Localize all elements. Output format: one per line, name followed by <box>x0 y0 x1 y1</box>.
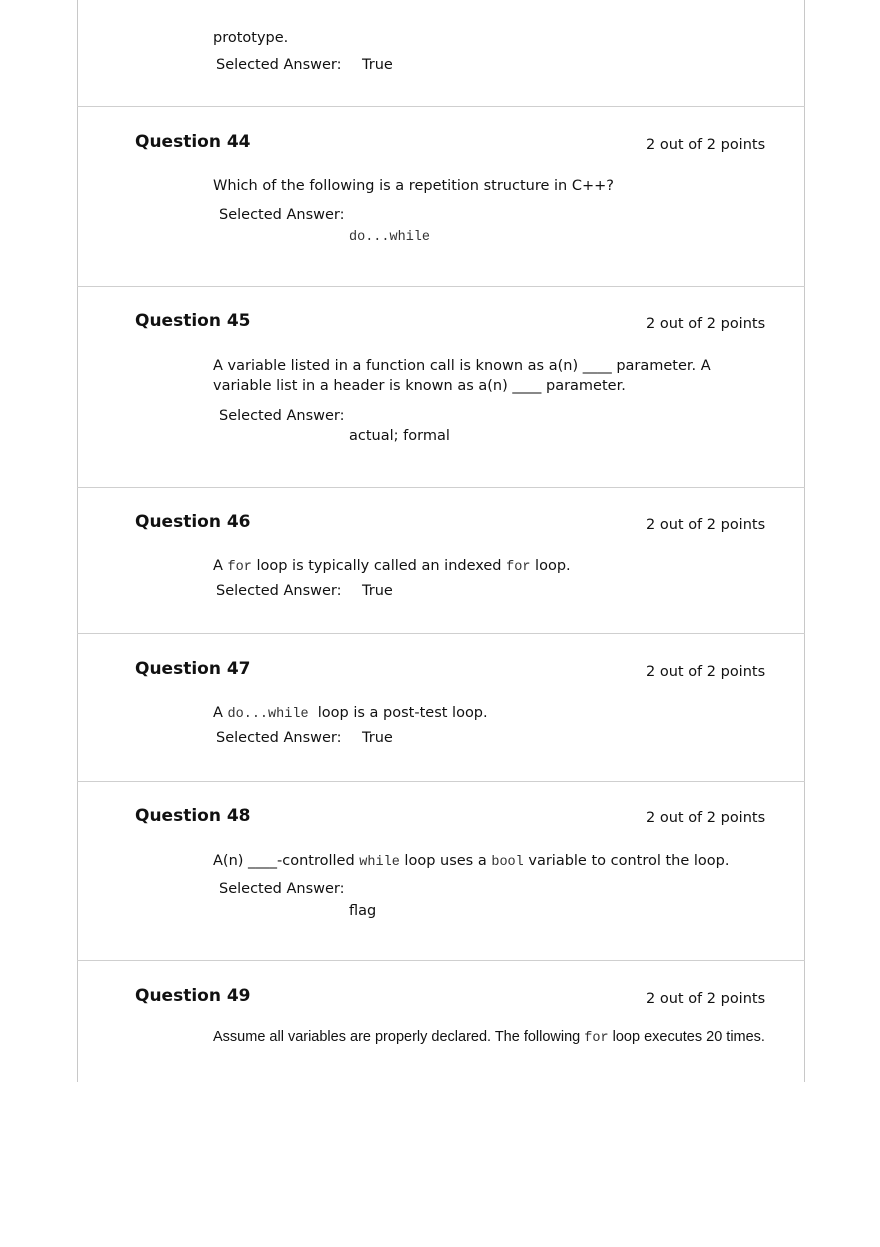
question-points: 2 out of 2 points <box>646 316 766 332</box>
question-title: Question 46 <box>135 512 251 532</box>
question-points: 2 out of 2 points <box>646 664 766 680</box>
selected-answer-value: True <box>362 57 393 73</box>
selected-answer-label: Selected Answer: <box>219 207 345 223</box>
page-frame <box>77 0 805 1082</box>
code-keyword: for <box>506 560 531 575</box>
question-divider <box>77 781 805 782</box>
question-text-fragment: prototype. <box>213 30 289 46</box>
code-keyword: do...while <box>227 707 309 722</box>
code-keyword: for <box>584 1031 609 1046</box>
question-title: Question 44 <box>135 132 251 152</box>
question-text: A(n) ____-controlled while loop uses a bool variable to control the loop. <box>213 853 730 870</box>
question-text: A for loop is typically called an indexed for loop. <box>213 558 571 575</box>
question-divider <box>77 487 805 488</box>
question-divider <box>77 286 805 287</box>
selected-answer-value: flag <box>349 903 377 919</box>
selected-answer-value: actual; formal <box>349 428 450 444</box>
question-text: A variable listed in a function call is known as a(n) ____ parameter. A variable list in a header is known as a(n) ____ parameter. <box>213 358 711 394</box>
question-text: Which of the following is a repetition structure in C++? <box>213 178 614 194</box>
selected-answer-value: True <box>362 730 393 746</box>
question-title: Question 49 <box>135 986 251 1006</box>
selected-answer-label: Selected Answer: <box>219 408 345 424</box>
question-points: 2 out of 2 points <box>646 517 766 533</box>
selected-answer-value: True <box>362 583 393 599</box>
code-keyword: bool <box>491 855 524 870</box>
selected-answer-label: Selected Answer: <box>219 881 345 897</box>
question-text: Assume all variables are properly declared. The following for loop executes 20 times. <box>213 1029 765 1046</box>
question-divider <box>77 633 805 634</box>
question-points: 2 out of 2 points <box>646 810 766 826</box>
selected-answer-label: Selected Answer: <box>216 583 342 599</box>
question-points: 2 out of 2 points <box>646 137 766 153</box>
question-title: Question 45 <box>135 311 251 331</box>
selected-answer-label: Selected Answer: <box>216 57 342 73</box>
question-divider <box>77 106 805 107</box>
question-points: 2 out of 2 points <box>646 991 766 1007</box>
question-title: Question 48 <box>135 806 251 826</box>
selected-answer-value: do...while <box>349 230 431 245</box>
selected-answer-label: Selected Answer: <box>216 730 342 746</box>
code-keyword: for <box>227 560 252 575</box>
code-keyword: while <box>359 855 400 870</box>
question-title: Question 47 <box>135 659 251 679</box>
question-divider <box>77 960 805 961</box>
question-text: A do...while loop is a post-test loop. <box>213 705 488 722</box>
